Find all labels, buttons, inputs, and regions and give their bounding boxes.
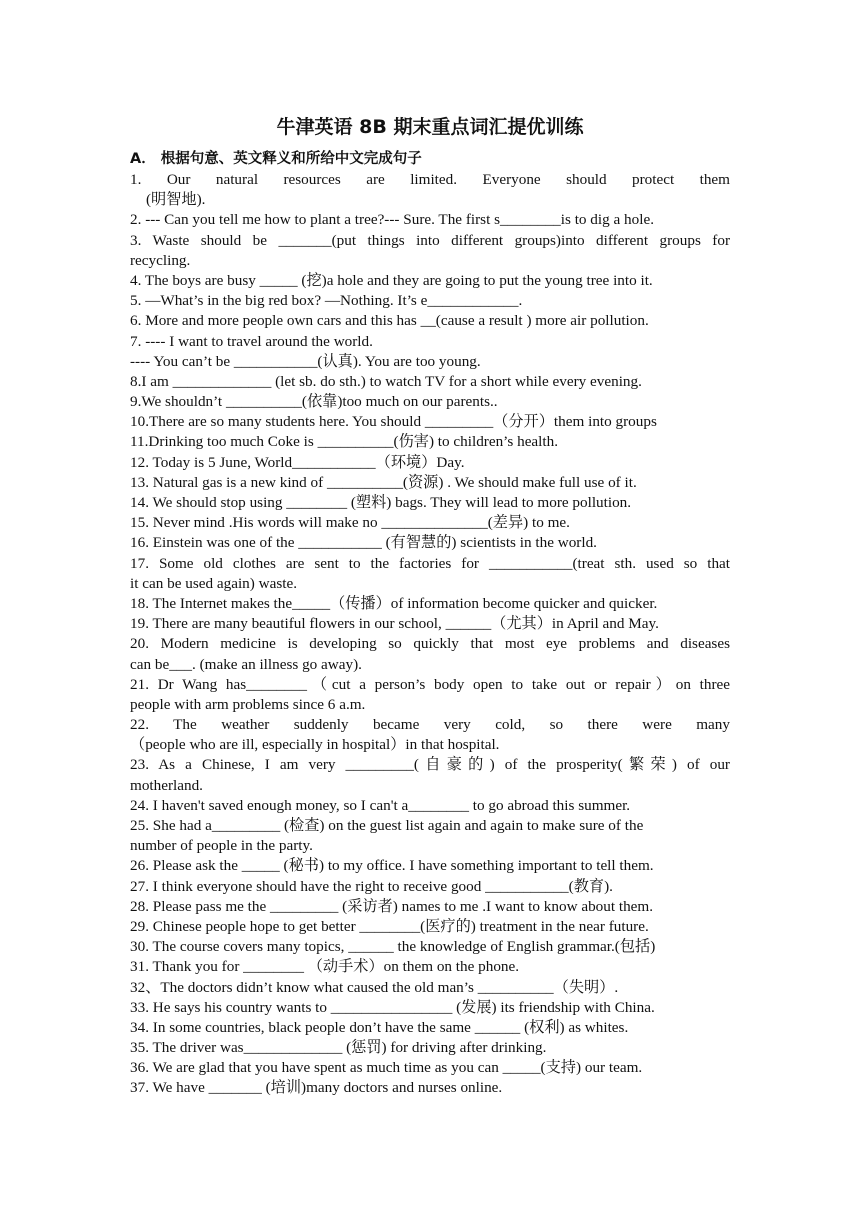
exercise-line: people with arm problems since 6 a.m. <box>130 695 366 713</box>
exercise-line: 12. Today is 5 June, World___________（环境）Day. <box>130 453 465 471</box>
exercise-line: 10.There are so many students here. You should _________（分开）them into groups <box>130 413 657 431</box>
exercise-line: 17. Some old clothes are sent to the factories for ___________(treat sth. used so that <box>130 554 730 572</box>
exercise-line: 6. More and more people own cars and this has __(cause a result ) more air pollution. <box>130 312 649 330</box>
exercise-line: 13. Natural gas is a new kind of __________(资源) . We should make full use of it. <box>130 473 637 491</box>
exercise-line: 14. We should stop using ________ (塑料) bags. They will lead to more pollution. <box>130 494 632 511</box>
exercise-line: 11.Drinking too much Coke is __________(伤害) to children’s health. <box>130 433 559 451</box>
exercise-line: 28. Please pass me the _________ (采访者) names to me .I want to know about them. <box>130 897 654 915</box>
exercise-line: 34. In some countries, black people don’t have the same ______ (权利) as whites. <box>130 1018 629 1036</box>
exercise-line: 32、The doctors didn’t know what caused the old man’s __________（失明）. <box>130 978 619 996</box>
exercise-line: 29. Chinese people hope to get better ________(医疗的) treatment in the near future. <box>130 917 649 935</box>
exercise-line: 23. As a Chinese, I am very _________(自豪的) of the prosperity(繁荣) of our <box>130 756 730 774</box>
exercise-line: number of people in the party. <box>130 837 313 855</box>
exercise-line: recycling. <box>130 251 191 269</box>
exercise-line: 19. There are many beautiful flowers in our school, ______（尤其）in April and May. <box>130 615 659 633</box>
exercise-line: 16. Einstein was one of the ___________ (有智慧的) scientists in the world. <box>130 534 597 552</box>
exercise-line: （people who are ill, especially in hospital）in that hospital. <box>130 736 500 754</box>
exercise-line: 27. I think everyone should have the right to receive good ___________(教育). <box>130 877 613 895</box>
exercise-line: 22. The weather suddenly became very cold, so there were many <box>130 716 730 734</box>
exercise-line: 24. I haven't saved enough money, so I can't a________ to go abroad this summer. <box>130 796 631 814</box>
exercise-line: 8.I am _____________ (let sb. do sth.) to watch TV for a short while every evening. <box>130 372 642 390</box>
exercise-line: it can be used again) waste. <box>130 574 297 592</box>
exercise-line: 33. He says his country wants to ________________ (发展) its friendship with China. <box>130 998 655 1016</box>
exercise-body <box>130 170 730 1099</box>
exercise-line: 9.We shouldn’t __________(依靠)too much on our parents.. <box>130 393 498 411</box>
exercise-line: 2. --- Can you tell me how to plant a tree?--- Sure. The first s________is to dig a hole. <box>130 211 654 229</box>
section-heading-a: A． 根据句意、英文释义和所给中文完成句子 <box>130 151 422 167</box>
page-title: 牛津英语 8B 期末重点词汇提优训练 <box>276 116 584 138</box>
exercise-line: 18. The Internet makes the_____（传播）of information become quicker and quicker. <box>130 594 658 612</box>
exercise-line: 31. Thank you for ________ （动手术）on them on the phone. <box>130 958 520 976</box>
exercise-line: 21. Dr Wang has________（cut a person’s body open to take out or repair）on three <box>130 675 730 693</box>
exercise-line: (明智地). <box>146 191 206 209</box>
exercise-line: motherland. <box>130 776 203 794</box>
exercise-line: 3. Waste should be _______(put things into different groups)into different groups for <box>130 231 730 249</box>
exercise-line: ---- You can’t be ___________(认真). You are too young. <box>130 352 481 370</box>
exercise-line: 1. Our natural resources are limited. Everyone should protect them <box>130 171 730 188</box>
exercise-line: 7. ---- I want to travel around the world. <box>130 332 373 350</box>
exercise-line: 37. We have _______ (培训)many doctors and nurses online. <box>130 1079 503 1097</box>
exercise-line: 26. Please ask the _____ (秘书) to my office. I have something important to tell them. <box>130 857 654 875</box>
exercise-line: 30. The course covers many topics, ______ the knowledge of English grammar.(包括) <box>130 938 656 956</box>
exercise-line: 35. The driver was_____________ (惩罚) for driving after drinking. <box>130 1039 547 1057</box>
exercise-line: 25. She had a_________ (检查) on the guest list again and again to make sure of the <box>130 817 644 834</box>
exercise-line: 15. Never mind .His words will make no ______________(差异) to me. <box>130 514 570 532</box>
exercise-line: 36. We are glad that you have spent as much time as you can _____(支持) our team. <box>130 1059 643 1077</box>
exercise-line: can be___. (make an illness go away). <box>130 655 362 673</box>
exercise-line: 4. The boys are busy _____ (挖)a hole and they are going to put the young tree into it. <box>130 271 653 289</box>
exercise-line: 20. Modern medicine is developing so quickly that most eye problems and diseases <box>130 635 730 653</box>
exercise-line: 5. —What’s in the big red box? —Nothing. It’s e____________. <box>130 292 523 310</box>
